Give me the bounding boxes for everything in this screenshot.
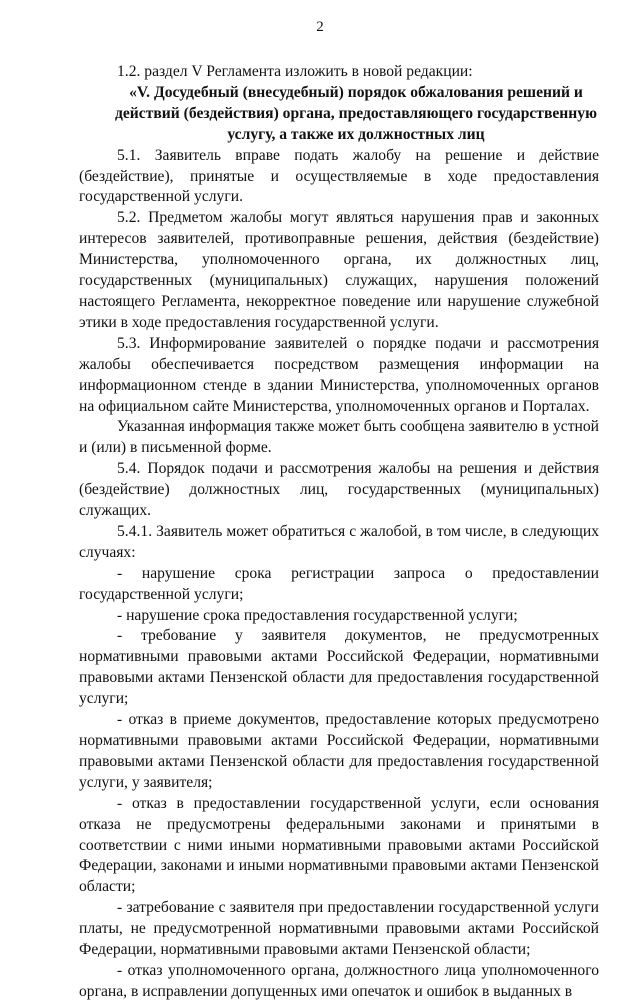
list-item-correction-refusal: - отказ уполномоченного органа, должностного лица уполномоченного органа, в исправлении допущенных ими опечаток и ошибок в выданных в [79,961,599,1000]
list-item-service-refusal: - отказ в предоставлении государственной услуги, если основания отказа не предусмотрены федеральными законами и принятыми в соответствии с ними иными нормативными правовыми актами Российской Федерации, законами и иными нормативными правовыми актами Пензенской области; [79,794,599,896]
list-item-registration-delay: - нарушение срока регистрации запроса о предоставлении государственной услуги; [79,564,599,603]
paragraph-5-1: 5.1. Заявитель вправе подать жалобу на решение и действие (бездействие), принятые и осуществляемые в ходе предоставления государственной услуги. [79,146,599,206]
list-item-payment-demand: - затребование с заявителя при предоставлении государственной услуги платы, не предусмотренной нормативными правовыми актами Российской Федерации, нормативными правовыми актами Пензенской области; [79,899,599,959]
paragraph-5-4-1: 5.4.1. Заявитель может обратиться с жалобой, в том числе, в следующих случаях: [79,522,599,561]
page-number: 2 [316,19,324,35]
section-heading: «V. Досудебный (внесудебный) порядок обжалования решений и действий (бездействия) органа, предоставляющего государственную услугу, а также их должностных лиц [115,83,597,143]
list-item-extra-documents: - требование у заявителя документов, не предусмотренных нормативными правовыми актами Российской Федерации, нормативными правовыми актами Пензенской области для предоставления государственной услуги; [79,627,599,708]
paragraph-5-3: 5.3. Информирование заявителей о порядке подачи и рассмотрения жалобы обеспечивается посредством размещения информации на информационном стенде в здании Министерства, уполномоченных органов на официальном сайте Министерства, уполномоченных органов и Порталах. [79,334,599,415]
paragraph-info-note: Указанная информация также может быть сообщена заявителю в устной и (или) в письменной форме. [79,418,599,457]
paragraph-5-2: 5.2. Предметом жалобы могут являться нарушения прав и законных интересов заявителей, противоправные решения, действия (бездействие) Министерства, уполномоченного органа, их должностных лиц, государственных (муниципальных) служащих, нарушения положений настоящего Регламента, некорректное поведение или нарушение служебной этики в ходе предоставления государственной услуги. [79,209,599,331]
intro-paragraph: 1.2. раздел V Регламента изложить в новой редакции: [117,63,473,80]
paragraph-5-4: 5.4. Порядок подачи и рассмотрения жалобы на решения и действия (бездействие) должностных лиц, государственных (муниципальных) служащих. [79,460,599,520]
list-item-service-delay: - нарушение срока предоставления государственной услуги; [117,606,518,624]
list-item-document-refusal: - отказ в приеме документов, предоставление которых предусмотрено нормативными правовыми актами Российской Федерации, нормативными правовыми актами Пензенской области для предоставления государственной услуги, у заявителя; [79,711,599,791]
document-body [79,62,599,1003]
